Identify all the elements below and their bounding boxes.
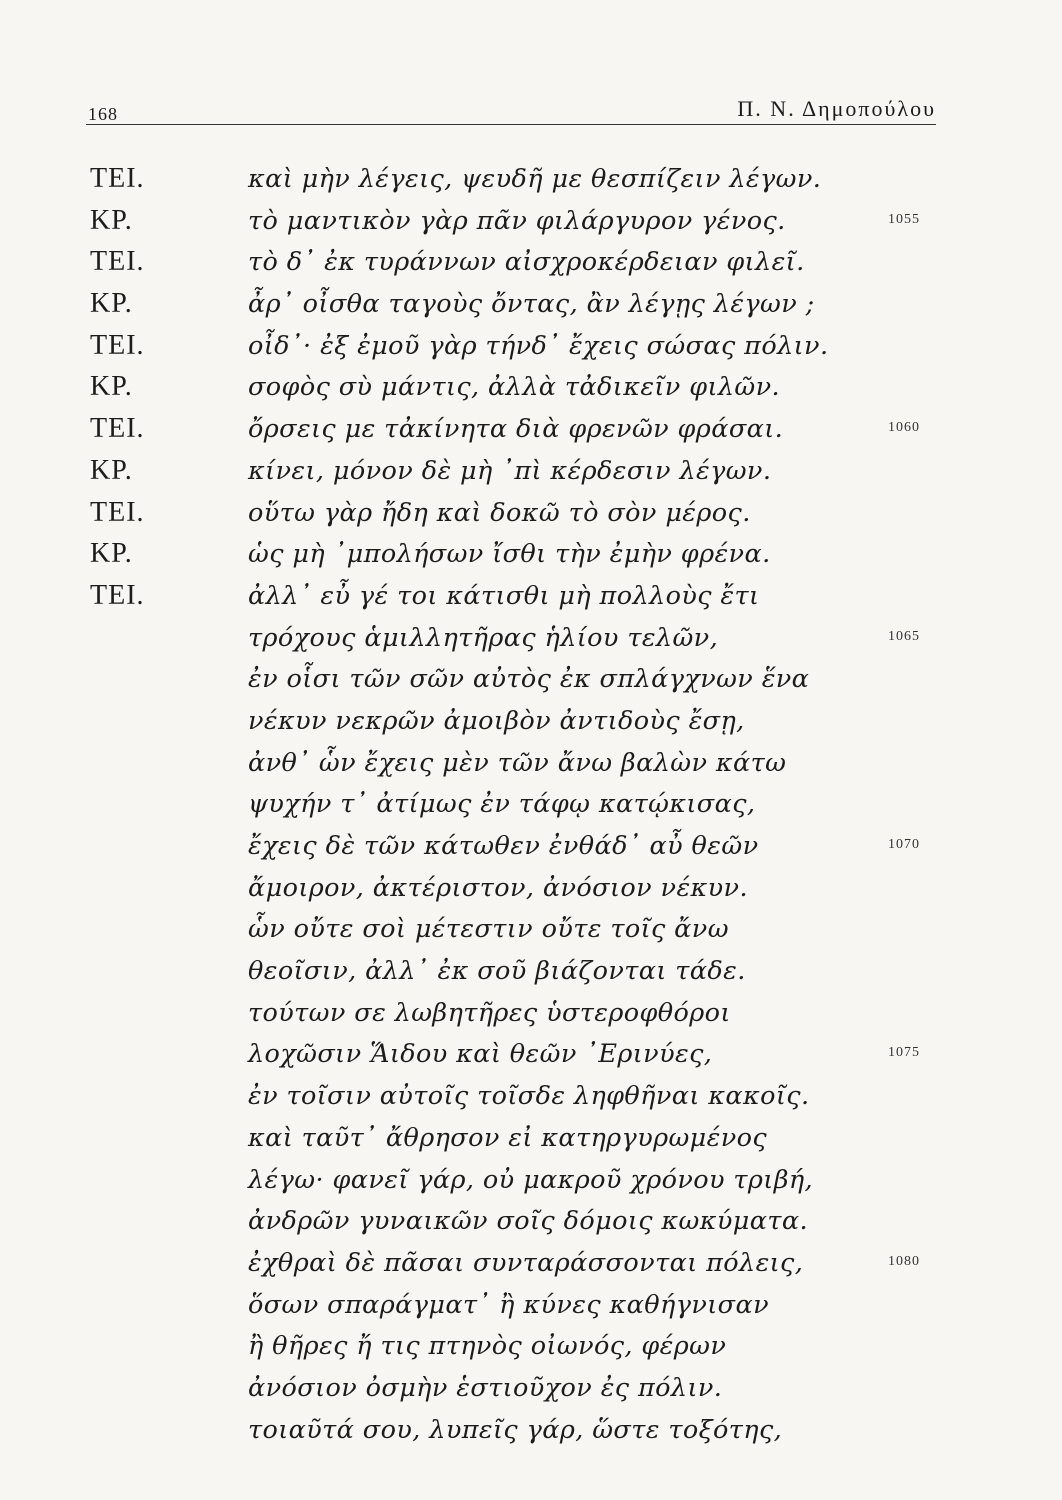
verse-text: νέκυν νεκρῶν ἀμοιβὸν ἀντιδοὺς ἔσῃ, <box>248 705 745 736</box>
verse-line <box>0 245 1062 287</box>
verse-text: σοφὸς σὺ μάντις, ἀλλὰ τἀδικεῖν φιλῶν. <box>248 372 781 403</box>
verse-line <box>0 162 1062 204</box>
line-number: 1065 <box>888 628 920 644</box>
verse-text: κίνει, μόνον δὲ μὴ ᾽πὶ κέρδεσιν λέγων. <box>248 455 772 486</box>
verse-text: ἀνδρῶν γυναικῶν σοῖς δόμοις κωκύματα. <box>248 1206 808 1237</box>
speaker-label: ΤΕΙ. <box>90 246 145 278</box>
verse-text: λοχῶσιν Ἅιδου καὶ θεῶν ᾽Ερινύες, <box>248 1039 713 1070</box>
speaker-label: ΤΕΙ. <box>90 496 145 528</box>
verse-text: ὅσων σπαράγματ᾽ ἢ κύνες καθήγνισαν <box>248 1289 769 1320</box>
verse-text: ἆρ᾽ οἶσθα ταγοὺς ὄντας, ἂν λέγῃς λέγων ; <box>248 289 815 320</box>
verse-line <box>0 746 1062 788</box>
verse-line <box>0 370 1062 412</box>
verse-text: ἀνθ᾽ ὧν ἔχεις μὲν τῶν ἄνω βαλὼν κάτω <box>248 747 787 778</box>
verse-text: ἀλλ᾽ εὖ γέ τοι κάτισθι μὴ πολλοὺς ἔτι <box>248 580 760 611</box>
verse-line <box>0 412 1062 454</box>
verse-text: τὸ δ᾽ ἐκ τυράννων αἰσχροκέρδειαν φιλεῖ. <box>248 247 805 278</box>
verse-line <box>0 996 1062 1038</box>
verse-text: τούτων σε λωβητῆρες ὑστεροφθόροι <box>248 997 731 1028</box>
verse-line <box>0 954 1062 996</box>
speaker-label: ΚΡ. <box>90 204 133 236</box>
verse-text: καὶ ταῦτ᾽ ἄθρησον εἰ κατηργυρωμένος <box>248 1122 768 1153</box>
verse-text: ἄμοιρον, ἀκτέριστον, ἀνόσιον νέκυν. <box>248 872 748 903</box>
page-number: 168 <box>88 104 118 124</box>
speaker-label: ΤΕΙ. <box>90 413 145 445</box>
verse-line <box>0 787 1062 829</box>
speaker-label: ΚΡ. <box>90 538 133 570</box>
line-number: 1060 <box>888 420 920 436</box>
speaker-label: ΤΕΙ. <box>90 579 145 611</box>
verse-text: ἔχεις δὲ τῶν κάτωθεν ἐνθάδ᾽ αὖ θεῶν <box>248 831 759 861</box>
verse-line <box>0 1037 1062 1079</box>
verse-text: ἐν τοῖσιν αὐτοῖς τοῖσδε ληφθῆναι κακοῖς. <box>248 1081 810 1112</box>
verse-line <box>0 912 1062 954</box>
verse-line <box>0 496 1062 538</box>
verse-line <box>0 1371 1062 1413</box>
verse-text: λέγω· φανεῖ γάρ, οὐ μακροῦ χρόνου τριβή, <box>248 1164 814 1195</box>
verse-text: ψυχήν τ᾽ ἀτίμως ἐν τάφῳ κατῴκισας, <box>248 789 756 820</box>
running-head-author: Π. Ν. Δημοπούλου <box>737 96 936 121</box>
verse-text: τὸ μαντικὸν γὰρ πᾶν φιλάργυρον γένος. <box>248 205 786 236</box>
verse-line <box>0 579 1062 621</box>
verse-line <box>0 454 1062 496</box>
verse-line <box>0 1329 1062 1371</box>
verse-line <box>0 829 1062 871</box>
verse-line <box>0 871 1062 913</box>
verse-line <box>0 662 1062 704</box>
verse-text: ὡς μὴ ᾽μπολήσων ἴσθι τὴν ἐμὴν φρένα. <box>248 539 771 570</box>
verse-line <box>0 1121 1062 1163</box>
verse-line <box>0 1288 1062 1330</box>
speaker-label: ΤΕΙ. <box>90 163 145 194</box>
verse-text: καὶ μὴν λέγεις, ψευδῆ με θεσπίζειν λέγων. <box>248 164 822 194</box>
line-number: 1075 <box>888 1045 920 1061</box>
verse-text: ἢ θῆρες ἤ τις πτηνὸς οἰωνός, φέρων <box>248 1331 727 1362</box>
verse-text: οἶδ᾽· ἐξ ἐμοῦ γὰρ τήνδ᾽ ἔχεις σώσας πόλιν. <box>248 330 829 361</box>
verse-line <box>0 1079 1062 1121</box>
verse-line <box>0 287 1062 329</box>
verse-block <box>0 162 1062 1454</box>
verse-line <box>0 1204 1062 1246</box>
line-number: 1055 <box>888 211 920 227</box>
verse-line <box>0 1413 1062 1455</box>
verse-text: τοιαῦτά σου, λυπεῖς γάρ, ὥστε τοξότης, <box>248 1414 783 1445</box>
running-head <box>86 82 936 122</box>
verse-text: οὕτω γὰρ ἤδη καὶ δοκῶ τὸ σὸν μέρος. <box>248 497 751 528</box>
speaker-label: ΚΡ. <box>90 371 133 403</box>
verse-line <box>0 329 1062 371</box>
speaker-label: ΤΕΙ. <box>90 329 145 361</box>
verse-text: θεοῖσιν, ἀλλ᾽ ἐκ σοῦ βιάζονται τάδε. <box>248 956 746 987</box>
verse-line <box>0 1246 1062 1288</box>
verse-text: ἐν οἷσι τῶν σῶν αὐτὸς ἐκ σπλάγχνων ἕνα <box>248 664 810 695</box>
verse-text: ἐχθραὶ δὲ πᾶσαι συνταράσσονται πόλεις, <box>248 1247 804 1278</box>
speaker-label: ΚΡ. <box>90 288 133 320</box>
speaker-label: ΚΡ. <box>90 454 133 486</box>
verse-text: ὧν οὔτε σοὶ μέτεστιν οὔτε τοῖς ἄνω <box>248 914 729 945</box>
verse-line <box>0 704 1062 746</box>
line-number: 1070 <box>888 837 920 852</box>
verse-text: τρόχους ἁμιλλητῆρας ἡλίου τελῶν, <box>248 622 719 653</box>
verse-text: ἀνόσιον ὀσμὴν ἑστιοῦχον ἐς πόλιν. <box>248 1372 723 1403</box>
verse-text: ὄρσεις με τἀκίνητα διὰ φρενῶν φράσαι. <box>248 414 784 445</box>
verse-line <box>0 204 1062 246</box>
header-rule <box>86 124 936 125</box>
verse-line <box>0 1163 1062 1205</box>
verse-line <box>0 537 1062 579</box>
line-number: 1080 <box>888 1253 920 1269</box>
verse-line <box>0 621 1062 663</box>
